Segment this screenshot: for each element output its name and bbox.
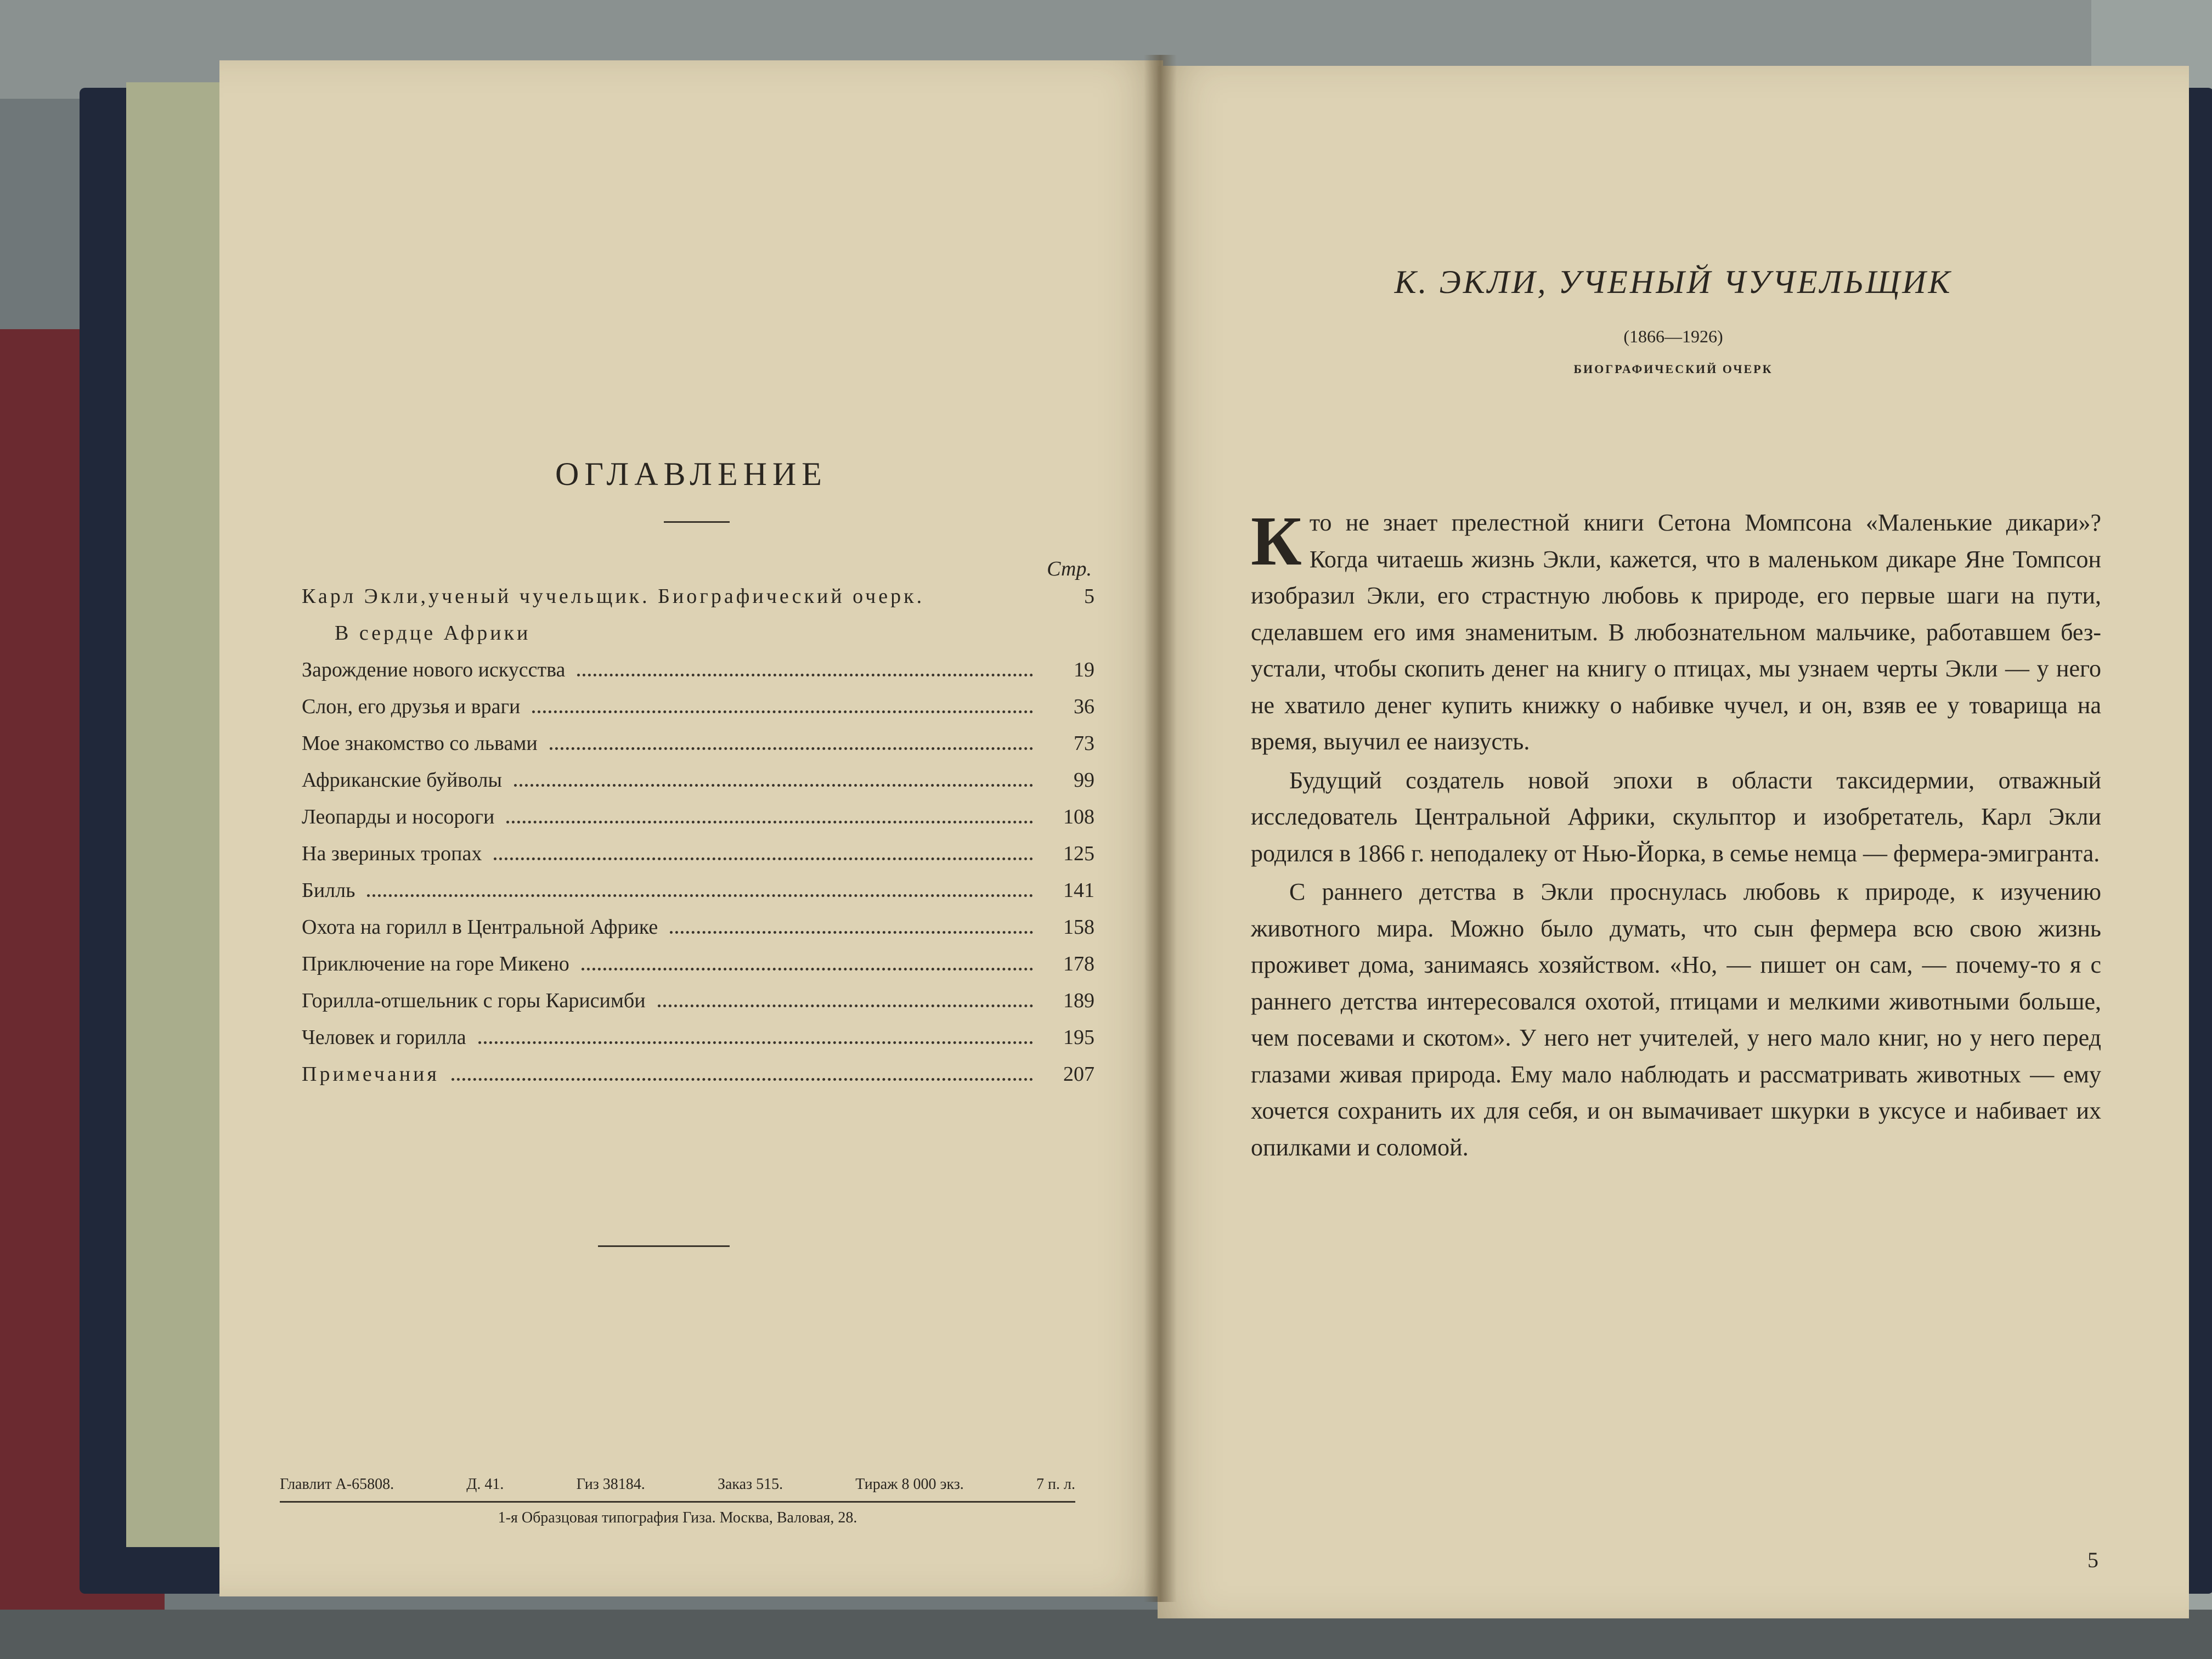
toc-entry: Примечания 207	[302, 1063, 1094, 1086]
toc-entry: Леопарды и носороги 108	[302, 805, 1094, 828]
toc-heading-rule	[664, 521, 730, 523]
toc-entry: Охота на горилл в Центральной Африке 158	[302, 916, 1094, 939]
essay-title: К. ЭКЛИ, УЧЕНЫЙ ЧУЧЕЛЬЩИК	[1394, 264, 1953, 300]
toc-entry: Приключение на горе Микено 178	[302, 952, 1094, 975]
essay-years: (1866—1926)	[1623, 326, 1723, 346]
imprint	[280, 1476, 1075, 1527]
imprint-rule	[280, 1501, 1075, 1503]
toc-end-rule	[598, 1245, 730, 1247]
essay-body	[1251, 502, 2101, 1166]
toc-entry: Мое знакомство со львами 73	[302, 732, 1094, 755]
paragraph-2: Будущий создатель новой эпохи в области таксидермии, отважный исследователь Центральной Африки, скульптор и изобретатель, Карл Экли родился в 1866 г. неподалеку от Нью-Йорка, в семье немца — фермера-эмигранта.	[1251, 766, 2101, 867]
toc-entry: Билль 141	[302, 879, 1094, 902]
toc-entry: Горилла-отшельник с горы Карисимби 189	[302, 989, 1094, 1012]
toc-entry: Африканские буйволы 99	[302, 769, 1094, 792]
toc-entry: На звериных тропах 125	[302, 842, 1094, 865]
drop-cap: К	[1251, 502, 1302, 580]
page-number: 5	[2087, 1548, 2098, 1572]
toc-entry: Слон, его друзья и враги 36	[302, 695, 1094, 718]
left-page	[219, 60, 1163, 1596]
toc-entry: Карл Экли,ученый чучельщик. Биографический очерк. 5	[302, 585, 1094, 608]
essay-subtitle: БИОГРАФИЧЕСКИЙ ОЧЕРК	[1573, 362, 1773, 376]
right-page	[1158, 66, 2189, 1618]
toc-section-heading: В сердце Африки	[335, 622, 531, 645]
paragraph-3: С раннего детства в Экли проснулась любовь к природе, к изучению животного мира. Можно было думать, что сын фермера всю свою жизнь проживет дома, занимаясь хозяйством. «Но, — пишет он сам, — почему-то я с раннего детства интересовался охотой, птицами и мелкими животными больше, чем посевами и скотом». У него нет учителей, у него мало книг, но у него перед глазами живая природа. Ему мало наблюдать и рассматривать животных — ему хочется сохранить их для себя, и он вымачивает шкурки в уксусе и набивает их опилками и соломой.	[1251, 878, 2101, 1161]
toc-entry: Зарождение нового искусства 19	[302, 658, 1094, 681]
toc-page-column-label: Стр.	[1047, 557, 1092, 580]
paragraph-1: Кто не знает прелестной книги Сетона Момпсона «Маленькие дикари»? Когда читаешь жизнь Экли, кажется, что в маленьком дикаре Яне Томпсон изобразил Экли, его страстную любовь к природе, его первые шаги на пути, сделавшем его имя знаменитым. В любознательном мальчике, работавшем без-устали, чтобы скопить денег на книгу о птицах, мы узнаем черты Экли — у него не хватило денег купить книжку о набивке чучел, и он, взяв ее у товарища на время, выучил ее наизусть.	[1251, 502, 2101, 755]
imprint-printer: 1-я Образцовая типография Гиза. Москва, Валовая, 28.	[498, 1509, 857, 1526]
imprint-line: Главлит А-65808. Д. 41. Гиз 38184. Заказ 515. Тираж 8 000 экз. 7 п. л.	[280, 1476, 1075, 1493]
toc-list	[302, 584, 1094, 1099]
toc-entry: Человек и горилла 195	[302, 1026, 1094, 1049]
toc-heading: ОГЛАВЛЕНИЕ	[555, 456, 827, 492]
endpaper-strip	[126, 82, 228, 1547]
book-gutter	[1144, 55, 1177, 1602]
